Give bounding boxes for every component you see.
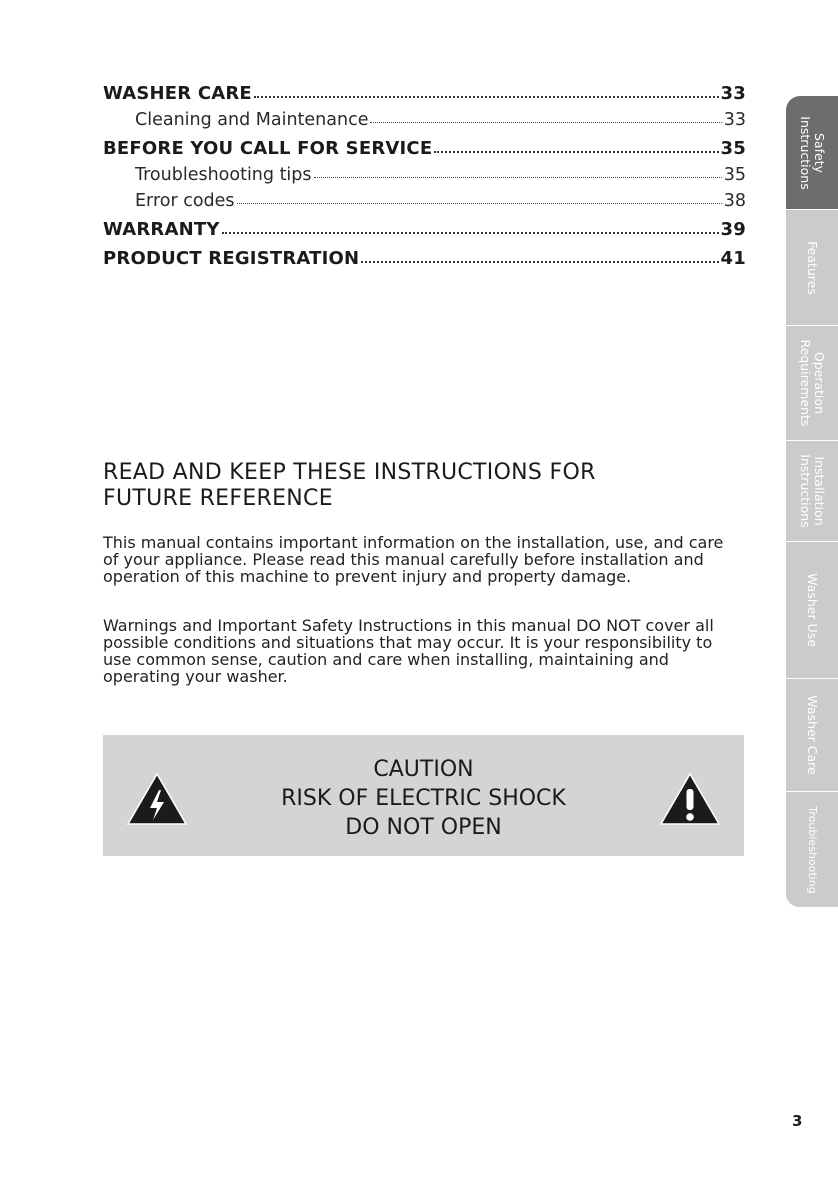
tab-safety-instructions[interactable] [786,96,838,210]
caution-box [103,735,744,856]
toc-entry-troubleshooting-tips[interactable] [103,158,746,184]
tab-label-line: Instructions [798,454,813,528]
toc-dot-leader [222,222,719,234]
tab-label-line: Washer Use [805,573,820,647]
tab-label-line: Troubleshooting [806,805,819,894]
tab-label [798,454,826,527]
tab-label [798,116,826,189]
toc-entry-title: PRODUCT REGISTRATION [103,248,360,269]
section-heading-line1: READ AND KEEP THESE INSTRUCTIONS FOR [103,460,596,485]
toc-entry-page: 39 [720,219,746,240]
page-number: 3 [792,1112,803,1130]
toc-dot-leader [434,141,718,153]
toc-entry-page: 33 [723,109,746,130]
toc-entry-page: 33 [720,83,746,104]
toc-entry-title: WASHER CARE [103,83,252,104]
tab-installation-instructions[interactable] [786,441,838,542]
toc-entry-page: 41 [720,248,746,269]
tab-label [805,695,819,774]
table-of-contents [103,74,746,268]
toc-entry-page: 35 [720,138,746,159]
side-section-tabs [786,96,838,908]
caution-instruction: DO NOT OPEN [345,815,502,840]
toc-entry-warranty[interactable] [103,210,746,239]
tab-label-line: Instructions [798,115,813,190]
toc-entry-title: Troubleshooting tips [135,164,312,185]
section-heading-line2: FUTURE REFERENCE [103,486,333,511]
tab-label-line: Requirements [798,339,813,427]
toc-entry-cleaning-and-maintenance[interactable] [103,103,746,129]
toc-entry-title: WARRANTY [103,219,220,240]
section-heading [103,460,723,512]
toc-dot-leader [237,193,722,204]
caution-text [103,755,744,842]
tab-troubleshooting[interactable] [786,792,838,908]
toc-entry-title: Cleaning and Maintenance [135,109,369,130]
toc-entry-page: 35 [723,164,746,185]
tab-label [805,573,819,647]
tab-label-line: Washer Care [805,695,820,775]
tab-label-line: Features [805,240,820,295]
toc-dot-leader [370,112,721,123]
tab-washer-use[interactable] [786,542,838,679]
toc-entry-before-you-call[interactable] [103,129,746,158]
tab-label [798,340,826,427]
tab-label [805,241,819,295]
toc-dot-leader [254,86,719,98]
tab-washer-care[interactable] [786,679,838,792]
intro-paragraph: This manual contains important information on the installation, use, and care of your appliance. Please read this manual carefully before installation and operation of this machine to prevent injury and property damage. [103,533,724,586]
tab-label [805,806,819,893]
warning-paragraph: Warnings and Important Safety Instructions in this manual DO NOT cover all possible conditions and situations that may occur. It is your responsibility to use common sense, caution and care when installing, maintaining and operating your washer. [103,616,714,686]
toc-entry-error-codes[interactable] [103,184,746,210]
toc-dot-leader [361,251,718,263]
toc-entry-page: 38 [723,190,746,211]
toc-entry-washer-care[interactable] [103,74,746,103]
toc-entry-product-registration[interactable] [103,239,746,268]
toc-dot-leader [314,167,722,178]
tab-label-line: Installation [812,456,827,526]
tab-operation-requirements[interactable] [786,326,838,441]
tab-label-line: Operation [812,351,827,415]
caution-risk: RISK OF ELECTRIC SHOCK [281,786,566,811]
exclamation-warning-icon [659,772,721,826]
tab-label-line: Safety [812,132,827,173]
tab-features[interactable] [786,210,838,326]
caution-title: CAUTION [373,757,474,782]
toc-entry-title: Error codes [135,190,235,211]
toc-entry-title: BEFORE YOU CALL FOR SERVICE [103,138,433,159]
